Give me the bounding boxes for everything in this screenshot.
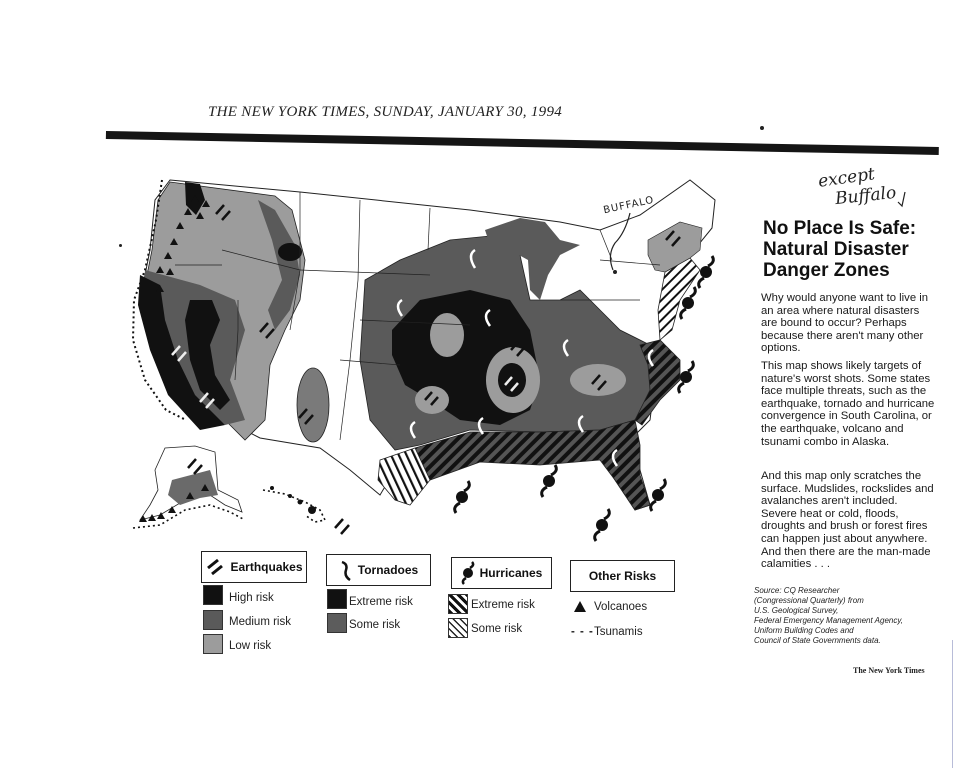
legend-label: Some risk — [471, 623, 523, 635]
handnote-arrow — [898, 192, 905, 206]
source-line: (Congressional Quarterly) from — [754, 596, 864, 605]
legend-hurricanes-header — [451, 557, 552, 589]
legend-label: Low risk — [229, 640, 272, 652]
volcano-triangle-icon — [574, 601, 586, 612]
legend-title: Other Risks — [588, 569, 657, 583]
dateline: THE NEW YORK TIMES, SUNDAY, JANUARY 30, 1994 — [208, 104, 563, 120]
credit: The New York Times — [853, 666, 925, 675]
source-note — [754, 586, 944, 646]
legend-label: Volcanoes — [594, 601, 648, 613]
legend-label: Some risk — [349, 619, 401, 631]
legend-title: Earthquakes — [230, 560, 303, 574]
hawaii-islands — [270, 486, 316, 514]
swatch-extreme-risk — [327, 589, 347, 609]
new-mexico-low-risk — [297, 368, 329, 442]
legend-label: Tsunamis — [594, 626, 643, 638]
legend-earthquakes-header — [201, 551, 307, 583]
source-line: Uniform Building Codes and — [754, 626, 854, 635]
legend-label: Extreme risk — [471, 599, 535, 611]
legend-other-risks-header — [570, 560, 675, 592]
paragraph: And this map only scratches the surface. Mudslides, rockslides and avalanches aren't included. Severe heat or cold, floods, droughts and brush or forest fires can happen just about anywhere. And then there are the man-made calamities . . . — [761, 470, 934, 571]
headline: No Place Is Safe: Natural Disaster Danger Zones — [763, 218, 917, 281]
hurricane-icon — [679, 361, 694, 393]
swatch-low-risk — [203, 634, 223, 654]
swatch-some-risk — [327, 613, 347, 633]
hurricane-icon — [461, 561, 475, 585]
buffalo-dot — [613, 270, 617, 274]
paragraph: Why would anyone want to live in an area where natural disasters are bound to occur? Perhaps because there aren't many other options. — [761, 292, 929, 355]
swatch-medium-risk — [203, 610, 223, 630]
hurricane-icon — [699, 256, 714, 288]
hurricane-icon — [455, 481, 470, 513]
tornado-icon — [339, 559, 353, 581]
source-line: Source: CQ Researcher — [754, 586, 840, 595]
kansas-low-risk — [430, 313, 464, 357]
legend-title: Hurricanes — [479, 566, 543, 580]
source-line: U.S. Geological Survey, — [754, 606, 839, 615]
legend-title: Tornadoes — [357, 563, 419, 577]
buffalo-label: BUFFALO — [602, 194, 656, 217]
hurricane-icon — [595, 509, 610, 541]
legend-tornadoes-header — [326, 554, 431, 586]
tsunami-dashes-icon: - - - — [571, 626, 594, 638]
yellowstone-high-risk — [278, 243, 302, 261]
oklahoma-low-risk — [415, 386, 449, 414]
legend-label: Medium risk — [229, 616, 291, 628]
handwritten-note-line2: Buffalo — [834, 182, 898, 210]
hurricane-icon — [651, 479, 666, 511]
new-madrid-high-risk — [498, 363, 526, 397]
swatch-hurricane-some-risk — [448, 618, 468, 638]
earthquake-arrows-icon — [335, 519, 349, 534]
handwritten-note-line1: except — [816, 164, 877, 192]
hawaii-tsunami-line — [263, 490, 325, 522]
sc-low-risk — [570, 364, 626, 396]
swatch-hurricane-extreme-risk — [448, 594, 468, 614]
paragraph: This map shows likely targets of nature's worst shots. Some states face multiple threats, such as the earthquake, tornado and hurricane convergence in South Carolina, or the earthquake, volcano and tsunami combo in Alaska. — [761, 360, 935, 448]
earthquake-arrows-icon — [205, 558, 225, 576]
legend-label: High risk — [229, 592, 274, 604]
source-line: Council of State Governments data. — [754, 636, 881, 645]
hurricane-icon — [542, 465, 557, 497]
legend-label: Extreme risk — [349, 596, 413, 608]
swatch-high-risk — [203, 585, 223, 605]
source-line: Federal Emergency Management Agency, — [754, 616, 903, 625]
